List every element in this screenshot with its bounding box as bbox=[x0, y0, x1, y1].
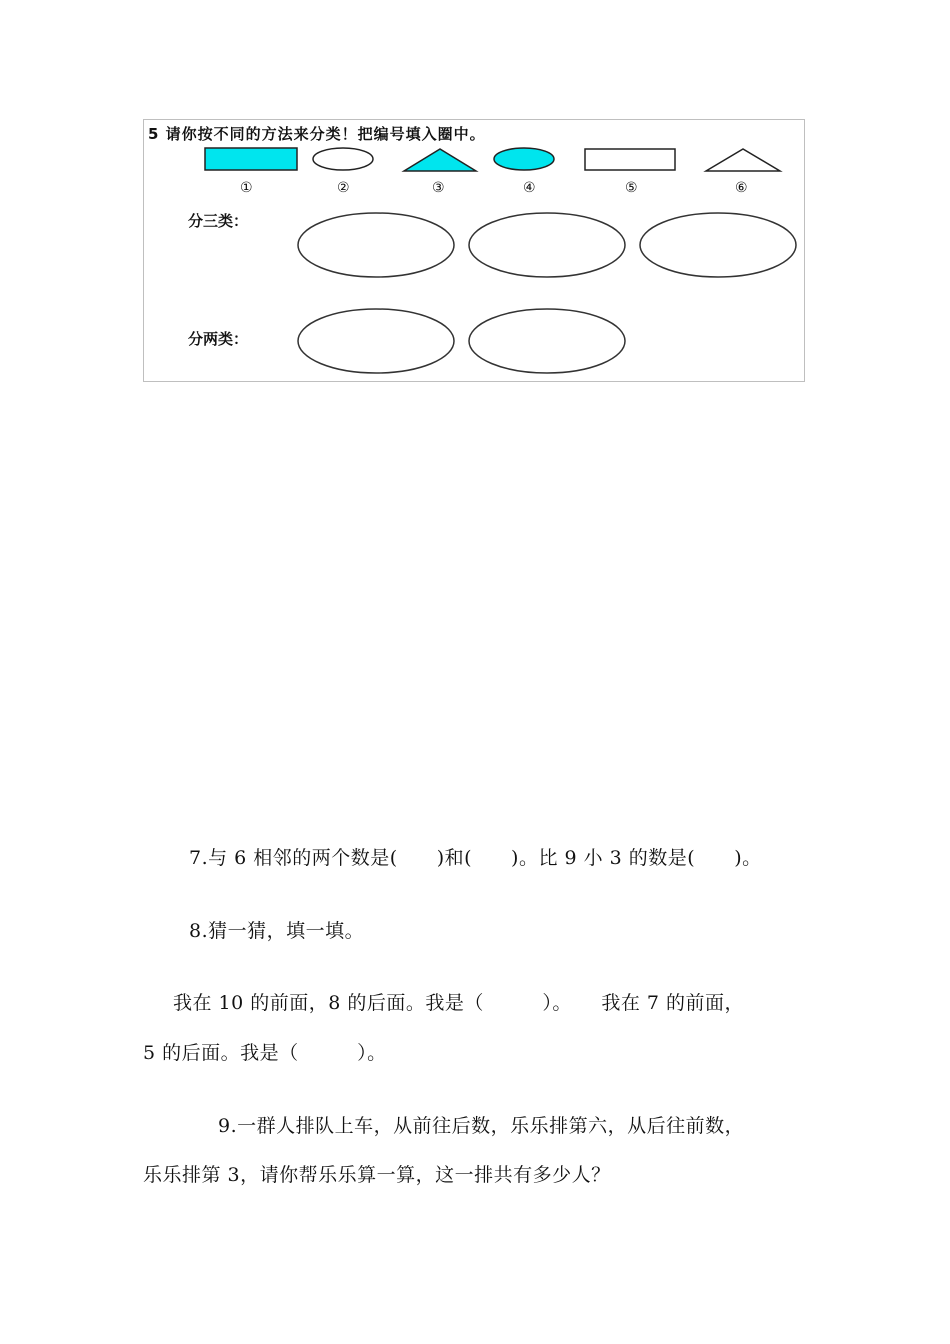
row-label-three-groups: 分三类： bbox=[188, 212, 249, 230]
shape-label-2: ② bbox=[337, 180, 350, 196]
question-8-line-2: 5 的后面。我是（ ）。 bbox=[143, 1042, 387, 1064]
answer-circle-three-1[interactable] bbox=[298, 213, 454, 277]
question-8-title: 8.猜一猜，填一填。 bbox=[189, 920, 365, 942]
answer-circle-three-3[interactable] bbox=[640, 213, 796, 277]
shape-1-cyan-rectangle bbox=[205, 148, 297, 170]
shape-4-cyan-oval bbox=[494, 148, 554, 170]
question-7: 7.与 6 相邻的两个数是( )和( )。比 9 小 3 的数是( )。 bbox=[189, 847, 762, 869]
question-9-line-1: 9.一群人排队上车，从前往后数，乐乐排第六，从后往前数， bbox=[218, 1115, 745, 1137]
figure-title: 5 请你按不同的方法来分类！把编号填入圈中。 bbox=[148, 125, 486, 143]
shape-label-4: ④ bbox=[523, 180, 536, 196]
answer-circle-two-2[interactable] bbox=[469, 309, 625, 373]
shape-3-cyan-triangle bbox=[404, 149, 476, 171]
row-label-two-groups: 分两类： bbox=[188, 330, 249, 348]
question-9-line-2: 乐乐排第 3，请你帮乐乐算一算，这一排共有多少人？ bbox=[143, 1164, 611, 1186]
classification-figure bbox=[143, 119, 805, 382]
shape-label-1: ① bbox=[240, 180, 253, 196]
answer-circle-two-1[interactable] bbox=[298, 309, 454, 373]
shape-6-white-triangle bbox=[706, 149, 780, 171]
answer-circle-three-2[interactable] bbox=[469, 213, 625, 277]
shape-label-5: ⑤ bbox=[625, 180, 638, 196]
shape-label-6: ⑥ bbox=[735, 180, 748, 196]
question-8-line-1: 我在 10 的前面，8 的后面。我是（ ）。 我在 7 的前面， bbox=[173, 992, 745, 1014]
shape-label-3: ③ bbox=[432, 180, 445, 196]
shape-5-white-rectangle bbox=[585, 149, 675, 170]
shape-2-white-oval bbox=[313, 148, 373, 170]
